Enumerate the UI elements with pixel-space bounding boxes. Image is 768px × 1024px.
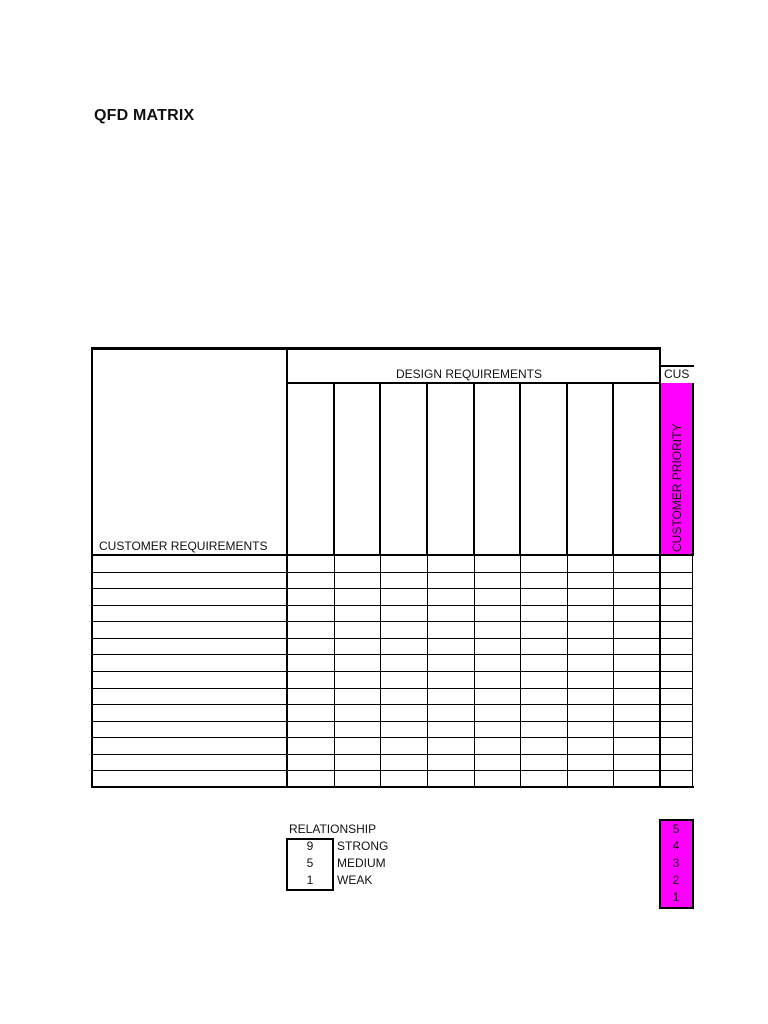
- table-row-divider: [92, 588, 693, 589]
- table-row-divider: [92, 688, 693, 689]
- matrix-bottom-border: [91, 786, 694, 788]
- table-row-divider: [92, 754, 693, 755]
- design-column-divider: [426, 383, 428, 555]
- design-column-divider: [612, 383, 614, 555]
- customer-requirements-label: CUSTOMER REQUIREMENTS: [99, 539, 268, 553]
- design-requirements-label: DESIGN REQUIREMENTS: [396, 367, 543, 381]
- legend-label-weak: WEAK: [337, 873, 373, 887]
- legend-value-medium: 5: [306, 856, 314, 870]
- priority-header-label: CUS: [664, 367, 690, 381]
- priority-scale-top: [659, 819, 694, 821]
- priority-scale-3: 3: [672, 856, 680, 870]
- design-column-divider: [473, 383, 475, 555]
- table-row-divider: [92, 704, 693, 705]
- legend-box-bottom: [286, 889, 334, 891]
- table-row-divider: [92, 638, 693, 639]
- page-title: QFD MATRIX: [94, 107, 195, 124]
- table-row-divider: [92, 605, 693, 606]
- design-column-divider: [379, 383, 381, 555]
- priority-scale-1: 1: [672, 890, 680, 904]
- table-row-divider: [92, 721, 693, 722]
- table-row-divider: [92, 737, 693, 738]
- priority-header-right-border: [692, 383, 694, 555]
- table-row-divider: [92, 654, 693, 655]
- table-row-divider: [92, 621, 693, 622]
- design-column-divider: [566, 383, 568, 555]
- header-bottom-border: [91, 554, 694, 556]
- priority-scale-bottom: [659, 907, 694, 909]
- table-row-divider: [92, 671, 693, 672]
- design-column-divider: [333, 383, 335, 555]
- matrix-top-border: [91, 347, 661, 350]
- legend-box-right: [332, 838, 334, 891]
- legend-label-medium: MEDIUM: [337, 856, 386, 870]
- priority-scale-4: 4: [672, 839, 680, 853]
- design-column-divider: [519, 383, 521, 555]
- relationship-label: RELATIONSHIP: [289, 822, 377, 836]
- priority-scale-right: [692, 819, 694, 909]
- legend-label-strong: STRONG: [337, 839, 389, 853]
- priority-scale-2: 2: [672, 873, 680, 887]
- legend-value-weak: 1: [306, 873, 314, 887]
- priority-scale-5: 5: [672, 822, 680, 836]
- legend-value-strong: 9: [306, 839, 314, 853]
- customer-priority-label: CUSTOMER PRIORITY: [670, 423, 684, 552]
- table-row-divider: [92, 572, 693, 573]
- table-row-divider: [92, 770, 693, 771]
